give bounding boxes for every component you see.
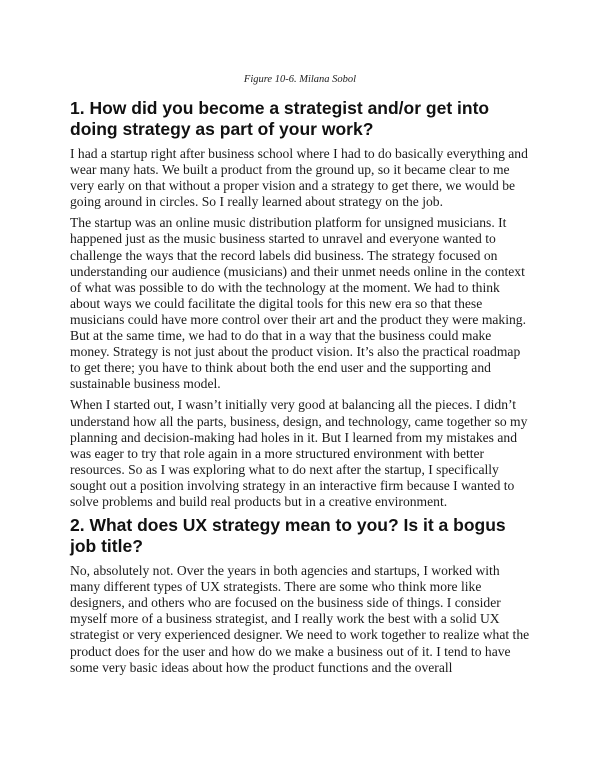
section-1-heading: 1. How did you become a strategist and/or get into doing strategy as part of your work? [70, 98, 490, 139]
section-2-heading: 2. What does UX strategy mean to you? Is it a bogus job title? [70, 515, 506, 557]
figure-caption: Figure 10-6. Milana Sobol [243, 74, 357, 85]
document-content [70, 98, 530, 681]
section-2 [70, 515, 530, 676]
section-1-paragraph-2: The startup was an online music distribution platform for unsigned musicians. It happened just as the music business started to unravel and everyone wanted to challenge the ways that the record labels did business. The strategy focused on understanding our audience (musicians) and their unmet needs online in the context of what was possible to do with the technology at the moment. We had to think about ways we could facilitate the digital tools for this new era so that these musicians could have more control over their art and the product they were making. But at the same time, we had to do that in a way that the business could make money. Strategy is not just about the product vision. It’s also the practical roadmap to get there; you have to think about both the end user and the supporting and sustainable business model. [70, 215, 526, 392]
section-1-paragraph-1: I had a startup right after business school where I had to do basically everything and wear many hats. We built a product from the ground up, so it became clear to me very early on that without a proper vision and a strategy to get there, we would be going around in circles. So I really learned about strategy on the job. [70, 146, 528, 210]
section-1-paragraph-3: When I started out, I wasn’t initially very good at balancing all the pieces. I didn’t understand how all the parts, business, design, and technology, came together so my planning and decision-making had holes in it. But I learned from my mistakes and was eager to try that role again in a more structured environment with better resources. So as I was exploring what to do next after the startup, I specifically sought out a position involving strategy in an interactive firm because I wanted to solve problems and build real products but in a creative environment. [70, 397, 528, 509]
section-1 [70, 98, 530, 510]
section-2-paragraph-1: No, absolutely not. Over the years in both agencies and startups, I worked with many different types of UX strategists. There are some who think more like designers, and others who are focused on the business side of things. I consider myself more of a business strategist, and I really work the best with a solid UX strategist or very experienced designer. We need to work together to realize what the product does for the user and how do we make a business out of it. I tend to have some very basic ideas about how the product functions and the overall [70, 563, 530, 675]
